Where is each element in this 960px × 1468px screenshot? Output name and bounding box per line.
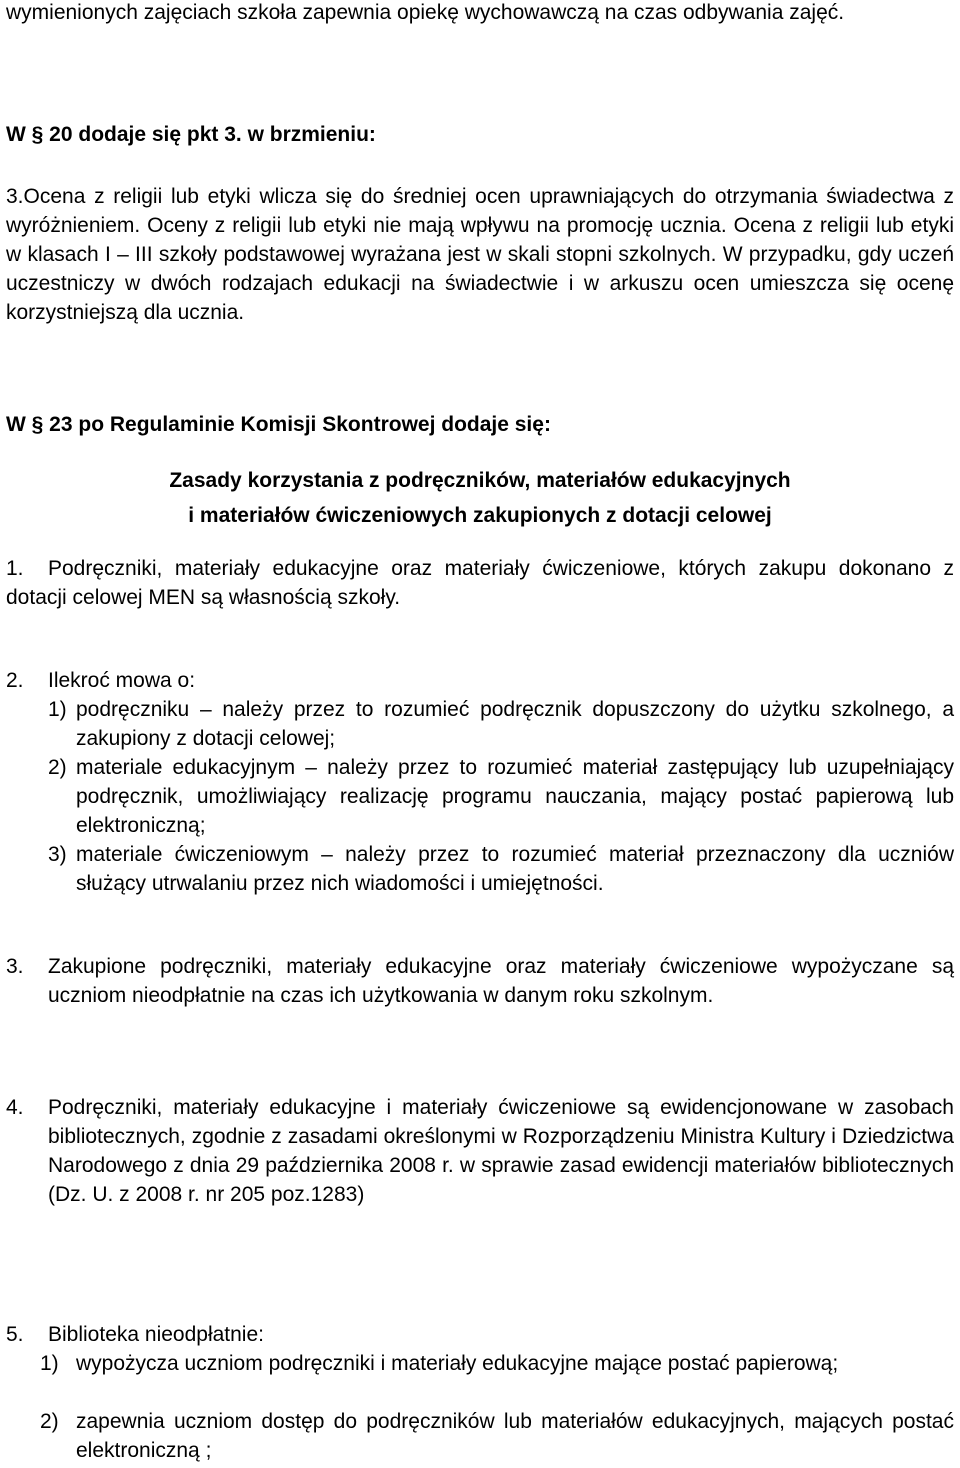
rules-title-line-2: i materiałów ćwiczeniowych zakupionych z dotacji celowej (188, 504, 772, 527)
sub-item-number: 2) (40, 1410, 59, 1433)
sub-item-text: zapewnia uczniom dostęp do podręczników lub materiałów edukacyjnych, mających postać elektroniczną ; (76, 1410, 954, 1462)
list-item-5-sub-2 (40, 1407, 954, 1465)
list-item-3-number: 3. (6, 955, 24, 978)
sub-item-text: podręczniku – należy przez to rozumieć podręcznik dopuszczony do użytku szkolnego, a zakupiony z dotacji celowej; (76, 698, 954, 750)
list-item-4-number: 4. (6, 1096, 24, 1119)
list-item-2-sub-1 (48, 695, 954, 753)
list-item-3-text: Zakupione podręczniki, materiały edukacyjne oraz materiały ćwiczeniowe wypożyczane są uczniom nieodpłatnie na czas ich użytkowania w danym roku szkolnym. (48, 955, 954, 1007)
sub-item-number: 2) (48, 756, 67, 779)
sub-item-text: wypożycza uczniom podręczniki i materiały edukacyjne mające postać papierową; (76, 1352, 839, 1375)
sub-item-number: 1) (48, 698, 67, 721)
list-item-3 (6, 952, 954, 1010)
list-item-5-number: 5. (6, 1323, 24, 1346)
list-item-1-text: Podręczniki, materiały edukacyjne oraz materiały ćwiczeniowe, których zakupu dokonano z dotacji celowej MEN są własnością szkoły. (6, 557, 954, 609)
list-item-2-sub-2 (48, 753, 954, 840)
sub-item-text: materiale edukacyjnym – należy przez to rozumieć materiał zastępujący lub uzupełniający podręcznik, umożliwiający realizację programu nauczania, mający postać papierową lub elektroniczną; (76, 756, 954, 837)
list-item-5 (6, 1320, 954, 1349)
list-item-2-text: Ilekroć mowa o: (48, 669, 196, 692)
list-item-4-text: Podręczniki, materiały edukacyjne i materiały ćwiczeniowe są ewidencjonowane w zasobach bibliotecznych, zgodnie z zasadami określonymi w Rozporządzeniu Ministra Kultury i Dziedzictwa Narodowego z dnia 29 października 2008 r. w sprawie zasad ewidencji materiałów bibliotecznych (Dz. U. z 2008 r. nr 205 poz.1283) (48, 1096, 954, 1206)
sub-item-text: materiale ćwiczeniowym – należy przez to rozumieć materiał przeznaczony dla uczniów służący utrwalaniu przez nich wiadomości i umiejętności. (76, 843, 954, 895)
list-item-4 (6, 1093, 954, 1209)
rules-title-line-1: Zasady korzystania z podręczników, materiałów edukacyjnych (169, 469, 791, 492)
list-item-5-text: Biblioteka nieodpłatnie: (48, 1323, 264, 1346)
list-item-2 (6, 666, 954, 695)
section-20-heading: W § 20 dodaje się pkt 3. w brzmieniu: (6, 123, 376, 146)
list-item-5-sub-1 (40, 1349, 954, 1378)
section-20-point-3: 3.Ocena z religii lub etyki wlicza się do średniej ocen uprawniających do otrzymania świadectwa z wyróżnieniem. Oceny z religii lub etyki nie mają wpływu na promocję ucznia. Ocena z religii lub etyki w klasach I – III szkoły podstawowej wyrażana jest w skali stopni szkolnych. W przypadku, gdy uczeń uczestniczy w dwóch rodzajach edukacji na świadectwie i w arkuszu ocen umieszcza się ocenę korzystniejszą dla ucznia. (6, 185, 954, 324)
list-item-2-number: 2. (6, 669, 24, 692)
list-item-1 (6, 554, 954, 612)
list-item-1-number: 1. (6, 557, 24, 580)
intro-paragraph: wymienionych zajęciach szkoła zapewnia opiekę wychowawczą na czas odbywania zajęć. (6, 1, 845, 24)
section-23-heading: W § 23 po Regulaminie Komisji Skontrowej dodaje się: (6, 413, 551, 436)
list-item-2-sub-3 (48, 840, 954, 898)
sub-item-number: 3) (48, 843, 67, 866)
sub-item-number: 1) (40, 1352, 59, 1375)
